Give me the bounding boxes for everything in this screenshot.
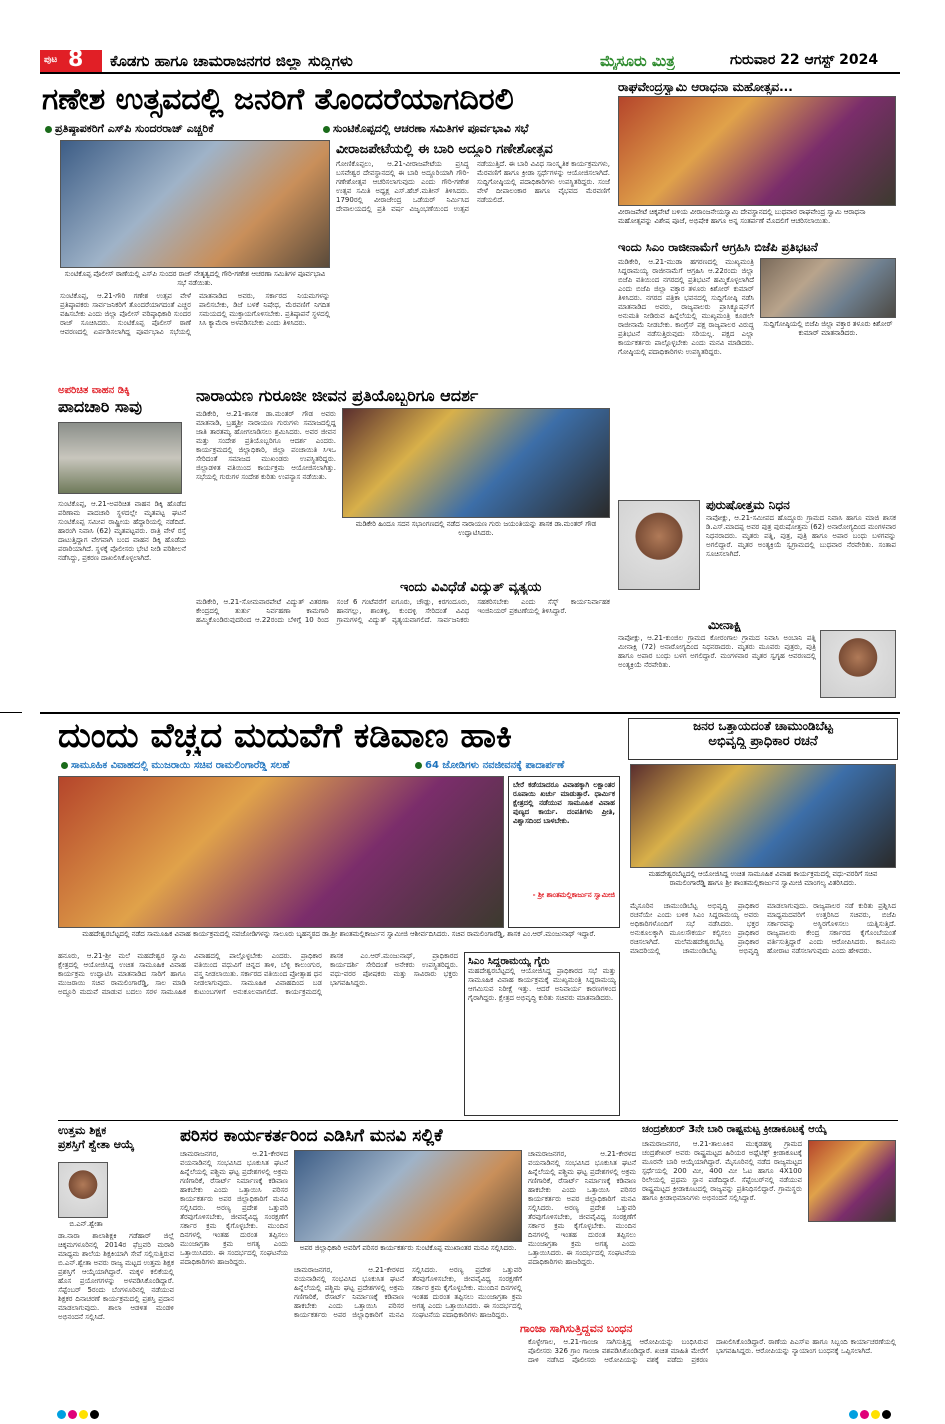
- lead-caption: ಸುಂಟಿಕೊಪ್ಪ ಪೊಲೀಸ್ ಠಾಣೆಯಲ್ಲಿ ಎಸ್‌ಪಿ ಸುಂದರ ರಾಜ್ ನೇತೃತ್ವದಲ್ಲಿ ಗೌರಿ-ಗಣೇಶ ಆಚರಣಾ ಸಮಿತಿಗಳ ಪೂರ್ವಭಾವಿ ಸಭೆ ನಡೆಯಿತು.: [64, 270, 326, 287]
- bjp-photo: [760, 258, 896, 318]
- adc-photo: [294, 1150, 522, 1242]
- divider: [40, 712, 900, 714]
- lead-subheadline-left: ಪ್ರತಿಷ್ಠಾಪಕರಿಗೆ ಎಸ್‌ಪಿ ಸುಂದರರಾಜ್ ಎಚ್ಚರಿಕೆ: [42, 122, 342, 136]
- registration-marks: [56, 1404, 100, 1423]
- chamundi-headline-2: ಅಭಿವೃದ್ಧಿ ಪ್ರಾಧಿಕಾರ ರಚನೆ: [708, 734, 818, 749]
- bullet-icon: [323, 126, 330, 133]
- virajpet-body: ಗೋಣಿಕೊಪ್ಪಲು, ಆ.21-ವೀರಾಜಪೇಟೆಯ ಪ್ರಸಿದ್ಧ ಬಸವೇಶ್ವರ ದೇವಸ್ಥಾನದಲ್ಲಿ ಈ ಬಾರಿ ಅದ್ದೂರಿಯಾಗಿ ಗೌರಿ-ಗಣೇಶೋತ್ಸವ ಆಚರಿಸಲಾಗುವುದು ಎಂದು ಗೌರಿ-ಗಣೇಶ ಉತ್ಸವ ಸಮಿತಿ ಅಧ್ಯಕ್ಷ ಎಸ್.ಹೆಚ್.ಮತೀನ್ ತಿಳಿಸಿದರು. 1790ರಲ್ಲಿ ವೀರಾಜೇಂದ್ರ ಒಡೆಯರ್ ನಿರ್ಮಿಸಿದ ದೇವಾಲಯದಲ್ಲಿ ಪ್ರತಿ ವರ್ಷ ವಿಜೃಂಭಣೆಯಿಂದ ಉತ್ಸವ ನಡೆಯುತ್ತಿದೆ. ಈ ಬಾರಿ ವಿವಿಧ ಸಾಂಸ್ಕೃತಿಕ ಕಾರ್ಯಕ್ರಮಗಳು, ಮೆರವಣಿಗೆ ಹಾಗೂ ಕ್ರೀಡಾ ಸ್ಪರ್ಧೆಗಳನ್ನು ಆಯೋಜಿಸಲಾಗಿದೆ. ಸುದ್ದಿಗೋಷ್ಠಿಯಲ್ಲಿ ಪದಾಧಿಕಾರಿಗಳು ಉಪಸ್ಥಿತರಿದ್ದರು. ಸಂಜೆ ವೇಳೆ ದೀಪಾಲಂಕಾರ ಹಾಗೂ ವೈಭವದ ಮೆರವಣಿಗೆ ನಡೆಯಲಿದೆ.: [336, 160, 610, 213]
- section-title: ಕೊಡಗು ಹಾಗೂ ಚಾಮರಾಜನಗರ ಜಿಲ್ಲಾ ಸುದ್ದಿಗಳು: [110, 52, 353, 70]
- chamundi-headline-1: ಜನರ ಒತ್ತಾಯದಂತೆ ಚಾಮುಂಡಿಬೆಟ್ಟ: [693, 719, 833, 733]
- obit2-headline: ಮೀನಾಕ್ಷಿ: [708, 618, 742, 632]
- wedding-subheadline-right: 64 ಜೋಡಿಗಳು ನವಜೀವನಕ್ಕೆ ಪಾದಾರ್ಪಣೆ: [412, 760, 622, 771]
- obit2-photo: [820, 630, 896, 698]
- obit1-headline: ಪುರುಷೋತ್ತಮ ನಿಧನ: [706, 498, 790, 512]
- bullet-icon: [415, 762, 422, 769]
- wedding-quote: ಬೇರೆ ಕಡೆಯಾದರೂ ವಿವಾಹಕ್ಕಾಗಿ ಲಕ್ಷಾಂತರ ರೂಪಾಯಿ ಖರ್ಚು ಮಾಡುತ್ತಾರೆ. ಧಾರ್ಮಿಕ ಕ್ಷೇತ್ರದಲ್ಲಿ ನಡೆಯುವ ಸಾಮೂಹಿಕ ವಿವಾಹ ಪುಣ್ಯದ ಕಾರ್ಯ. ದಂಪತಿಗಳು ಪ್ರೀತಿ, ವಿಶ್ವಾಸದಿಂದ ಬಾಳಬೇಕು.: [513, 781, 615, 825]
- raghavendra-headline: ರಾಘವೇಂದ್ರಸ್ವಾಮಿ ಆರಾಧನಾ ಮಹೋತ್ಸವ...: [618, 80, 793, 94]
- obit2-body: ನಾಪೋಕ್ಲು, ಆ.21-ಕುಂಜಿಲ ಗ್ರಾಮದ ಕೋರಂಗಾಲ ಗ್ರಾಮದ ನಿವಾಸಿ ಅಂಬಾನಿ ಪತ್ನಿ ಮೀನಾಕ್ಷಿ (72) ಅನಾರೋಗ್ಯದಿಂದ ನಿಧನರಾದರು. ಮೃತರು ಮೂವರು ಪುತ್ರರು, ಪುತ್ರಿ ಹಾಗೂ ಅಪಾರ ಬಂಧು ಬಳಗ ಅಗಲಿದ್ದಾರೆ. ಮಂಗಳವಾರ ಮೃತರ ಸ್ವಗೃಹ ಆವರಣದಲ್ಲಿ ಅಂತ್ಯಕ್ರಿಯೆ ನೆರವೇರಿತು.: [618, 634, 816, 669]
- accident-headline: ಪಾದಚಾರಿ ಸಾವು: [58, 397, 143, 416]
- power-body: ಮಡಿಕೇರಿ, ಆ.21-ಸೋಮವಾರಪೇಟೆ ವಿದ್ಯುತ್ ವಿತರಣಾ ಕೇಂದ್ರದಲ್ಲಿ ತುರ್ತು ನಿರ್ವಹಣಾ ಕಾಮಗಾರಿ ಹಮ್ಮಿಕೊಂಡಿರುವುದರಿಂದ ಆ.22ರಂದು ಬೆಳಿಗ್ಗೆ 10 ರಿಂದ ಸಂಜೆ 6 ಗಂಟೆವರೆಗೆ ಐಗೂರು, ಚೌಡ್ಲು, ಕಿರಗಂದೂರು, ಹಾನಗಲ್ಲು, ಶಾಂತಳ್ಳಿ, ಕುಂದಳ್ಳಿ ಸೇರಿದಂತೆ ವಿವಿಧ ಗ್ರಾಮಗಳಲ್ಲಿ ವಿದ್ಯುತ್ ವ್ಯತ್ಯಯವಾಗಲಿದೆ. ಸಾರ್ವಜನಿಕರು ಸಹಕರಿಸಬೇಕು ಎಂದು ಸೆಸ್ಕ್ ಕಾರ್ಯನಿರ್ವಾಹಕ ಇಂಜಿನಿಯರ್ ಪ್ರಕಟಣೆಯಲ್ಲಿ ತಿಳಿಸಿದ್ದಾರೆ.: [196, 598, 610, 624]
- teacher-headline-1: ಉತ್ತಮ ಶಿಕ್ಷಕ: [58, 1124, 107, 1137]
- accident-box: [58, 385, 186, 693]
- adc-headline: ಪರಿಸರ ಕಾರ್ಯಕರ್ತರಿಂದ ಎಡಿಸಿಗೆ ಮನವಿ ಸಲ್ಲಿಕೆ: [180, 1126, 443, 1146]
- bullet-icon: [61, 762, 68, 769]
- obit1-body: ನಾಪೋಕ್ಲು, ಆ.21-ಸಮೀಪದ ಹೊದ್ದೂರು ಗ್ರಾಮದ ನಿವಾಸಿ ಹಾಗೂ ಮಾಜಿ ಶಾಸಕ ಡಿ.ಎಸ್.ಮಾದಪ್ಪ ಅವರ ಪುತ್ರ ಪುರುಷೋತ್ತಮ (62) ಅನಾರೋಗ್ಯದಿಂದ ಮಂಗಳವಾರ ನಿಧನರಾದರು. ಮೃತರು ಪತ್ನಿ, ಪುತ್ರ, ಪುತ್ರಿ ಹಾಗೂ ಅಪಾರ ಬಂಧು ಬಳಗವನ್ನು ಅಗಲಿದ್ದಾರೆ. ಮೃತರ ಅಂತ್ಯಕ್ರಿಯೆ ಸ್ವಗ್ರಾಮದಲ್ಲಿ ಬುಧವಾರ ನೆರವೇರಿತು. ಸಂತಾಪ ಸೂಚಿಸಲಾಗಿದೆ.: [706, 514, 896, 558]
- chamundi-photo: [630, 764, 896, 868]
- wedding-quote-box: [508, 776, 620, 928]
- masthead: [40, 48, 900, 74]
- chandrashekar-photo: [808, 1140, 896, 1222]
- ganja-body: ಕೊಳ್ಳೇಗಾಲ, ಆ.21-ಗಾಂಜಾ ಸಾಗಿಸುತ್ತಿದ್ದ ಆರೋಪಿಯನ್ನು ಬಂಧಿಸಿರುವ ಪೊಲೀಸರು 326 ಗ್ರಾಂ ಗಾಂಜಾ ವಶಪಡಿಸಿಕೊಂಡಿದ್ದಾರೆ. ಖಚಿತ ಮಾಹಿತಿ ಮೇರೆಗೆ ದಾಳಿ ನಡೆಸಿದ ಪೊಲೀಸರು ಆರೋಪಿಯನ್ನು ವಶಕ್ಕೆ ಪಡೆದು ಪ್ರಕರಣ ದಾಖಲಿಸಿಕೊಂಡಿದ್ದಾರೆ. ಠಾಣೆಯ ಪಿಎಸ್‌ಐ ಹಾಗೂ ಸಿಬ್ಬಂದಿ ಕಾರ್ಯಾಚರಣೆಯಲ್ಲಿ ಭಾಗವಹಿಸಿದ್ದರು. ಆರೋಪಿಯನ್ನು ನ್ಯಾಯಾಂಗ ಬಂಧನಕ್ಕೆ ಒಪ್ಪಿಸಲಾಗಿದೆ.: [528, 1338, 896, 1364]
- ganja-headline: ಗಾಂಜಾ ಸಾಗಿಸುತ್ತಿದ್ದವನ ಬಂಧನ: [520, 1322, 633, 1335]
- divider: [58, 1120, 898, 1121]
- bullet-icon: [45, 126, 52, 133]
- chamundi-caption: ಮಹದೇಶ್ವರಬೆಟ್ಟದಲ್ಲಿ ಆಯೋಜಿಸಿದ್ದ ಉಚಿತ ಸಾಮೂಹಿಕ ವಿವಾಹ ಕಾರ್ಯಕ್ರಮದಲ್ಲಿ ವಧು-ವರರಿಗೆ ಸಚಿವ ರಾಮಲಿಂಗಾರೆಡ್ಡಿ ಹಾಗೂ ಶ್ರೀ ಶಾಂತಮಲ್ಲಿಕಾರ್ಜುನ ಸ್ವಾಮೀಜಿ ಮಾಂಗಲ್ಯ ವಿತರಿಸಿದರು.: [648, 870, 878, 887]
- chamundi-box: [628, 718, 898, 760]
- bjp-body: ಮಡಿಕೇರಿ, ಆ.21-ಮುಡಾ ಹಗರಣದಲ್ಲಿ ಮುಖ್ಯಮಂತ್ರಿ ಸಿದ್ದರಾಮಯ್ಯ ರಾಜೀನಾಮೆಗೆ ಆಗ್ರಹಿಸಿ ಆ.22ರಂದು ಜಿಲ್ಲಾ ಬಿಜೆಪಿ ವತಿಯಿಂದ ನಗರದಲ್ಲಿ ಪ್ರತಿಭಟನೆ ಹಮ್ಮಿಕೊಳ್ಳಲಾಗಿದೆ ಎಂದು ಬಿಜೆಪಿ ಜಿಲ್ಲಾ ವಕ್ತಾರ ತಳೂರು ಕಿಶೋರ್ ಕುಮಾರ್ ತಿಳಿಸಿದರು. ನಗರದ ಪತ್ರಿಕಾ ಭವನದಲ್ಲಿ ಸುದ್ದಿಗೋಷ್ಠಿ ನಡೆಸಿ ಮಾತನಾಡಿದ ಅವರು, ರಾಜ್ಯಪಾಲರು ಪ್ರಾಸಿಕ್ಯೂಷನ್‌ಗೆ ಅನುಮತಿ ನೀಡಿರುವ ಹಿನ್ನೆಲೆಯಲ್ಲಿ ಮುಖ್ಯಮಂತ್ರಿ ಕೂಡಲೇ ರಾಜೀನಾಮೆ ನೀಡಬೇಕು. ಕಾಂಗ್ರೆಸ್ ಪಕ್ಷ ರಾಜ್ಯಪಾಲರ ವಿರುದ್ಧ ಪ್ರತಿಭಟನೆ ನಡೆಸುತ್ತಿರುವುದು ಸರಿಯಲ್ಲ. ಪಕ್ಷದ ಎಲ್ಲಾ ಕಾರ್ಯಕರ್ತರು ಪಾಲ್ಗೊಳ್ಳಬೇಕು ಎಂದು ಮನವಿ ಮಾಡಿದರು. ಗೋಷ್ಠಿಯಲ್ಲಿ ಪದಾಧಿಕಾರಿಗಳು ಉಪಸ್ಥಿತರಿದ್ದರು.: [618, 258, 754, 356]
- cm-note-box: [464, 952, 620, 1116]
- page-number: 8: [68, 47, 84, 72]
- page-badge: [40, 47, 102, 72]
- narayana-headline: ನಾರಾಯಣ ಗುರೂಜೀ ಜೀವನ ಪ್ರತಿಯೊಬ್ಬರಿಗೂ ಆದರ್ಶ: [196, 386, 479, 405]
- teacher-headline-2: ಪ್ರಶಸ್ತಿಗೆ ಶ್ವೇತಾ ಆಯ್ಕೆ: [58, 1138, 135, 1151]
- lead-headline: ಗಣೇಶ ಉತ್ಸವದಲ್ಲಿ ಜನರಿಗೆ ತೊಂದರೆಯಾಗದಿರಲಿ: [42, 82, 514, 117]
- teacher-body: ಡಾ.ನಾರಾ ಶಾಲಾಶಿಕ್ಷಕಿ ಗಡೆಹಾರ್ ಜಿಲ್ಲೆ ಚಿಕ್ಕಮಗಳೂರಿನಲ್ಲಿ 2014ರ ಫೆಬ್ರವರಿ ಮರಾಠಿ ಮಾಧ್ಯಮ ಶಾಲೆಯ ಶಿಕ್ಷಕಿಯಾಗಿ ಸೇವೆ ಸಲ್ಲಿಸುತ್ತಿರುವ ಬಿ.ಎನ್.ಶ್ವೇತಾ ಅವರು ರಾಜ್ಯ ಮಟ್ಟದ ಉತ್ತಮ ಶಿಕ್ಷಕ ಪ್ರಶಸ್ತಿಗೆ ಆಯ್ಕೆಯಾಗಿದ್ದಾರೆ. ಮಕ್ಕಳ ಕಲಿಕೆಯಲ್ಲಿ ಹೊಸ ಪ್ರಯೋಗಗಳನ್ನು ಅಳವಡಿಸಿಕೊಂಡಿದ್ದಾರೆ. ಸೆಪ್ಟೆಂಬರ್ 5ರಂದು ಬೆಂಗಳೂರಿನಲ್ಲಿ ನಡೆಯುವ ಶಿಕ್ಷಕರ ದಿನಾಚರಣೆ ಕಾರ್ಯಕ್ರಮದಲ್ಲಿ ಪ್ರಶಸ್ತಿ ಪ್ರದಾನ ಮಾಡಲಾಗುವುದು. ಶಾಲಾ ಆಡಳಿತ ಮಂಡಳಿ ಅಭಿನಂದನೆ ಸಲ್ಲಿಸಿದೆ.: [58, 1232, 174, 1321]
- accident-kicker: ಅಪರಿಚಿತ ವಾಹನ ಡಿಕ್ಕಿ: [58, 385, 130, 396]
- adc-body-left: ಚಾಮರಾಜನಗರ, ಆ.21-ಕೇರಳದ ವಯನಾಡಿನಲ್ಲಿ ಸಂಭವಿಸಿದ ಭೂಕುಸಿತ ಘಟನೆ ಹಿನ್ನೆಲೆಯಲ್ಲಿ ಪಶ್ಚಿಮ ಘಟ್ಟ ಪ್ರದೇಶಗಳಲ್ಲಿ ಅಕ್ರಮ ಗಣಿಗಾರಿಕೆ, ರೆಸಾರ್ಟ್ ನಿರ್ಮಾಣಕ್ಕೆ ಕಡಿವಾಣ ಹಾಕಬೇಕು ಎಂದು ಒತ್ತಾಯಿಸಿ ಪರಿಸರ ಕಾರ್ಯಕರ್ತರು ಅಪರ ಜಿಲ್ಲಾಧಿಕಾರಿಗೆ ಮನವಿ ಸಲ್ಲಿಸಿದರು. ಅರಣ್ಯ ಪ್ರದೇಶ ಒತ್ತುವರಿ ತೆರವುಗೊಳಿಸಬೇಕು, ಜೀವವೈವಿಧ್ಯ ಸಂರಕ್ಷಣೆಗೆ ಸರ್ಕಾರ ಕ್ರಮ ಕೈಗೊಳ್ಳಬೇಕು. ಮುಂದಿನ ದಿನಗಳಲ್ಲಿ ಇಂತಹ ದುರಂತ ತಪ್ಪಿಸಲು ಮುಂಜಾಗ್ರತಾ ಕ್ರಮ ಅಗತ್ಯ ಎಂದು ಒತ್ತಾಯಿಸಿದರು. ಈ ಸಂದರ್ಭದಲ್ಲಿ ಸಂಘಟನೆಯ ಪದಾಧಿಕಾರಿಗಳು ಹಾಜರಿದ್ದರು.: [180, 1150, 288, 1266]
- wedding-body: ಹನೂರು, ಆ.21-ಶ್ರೀ ಮಲೆ ಮಹದೇಶ್ವರ ಸ್ವಾಮಿ ಕ್ಷೇತ್ರದಲ್ಲಿ ಆಯೋಜಿಸಿದ್ದ ಉಚಿತ ಸಾಮೂಹಿಕ ವಿವಾಹ ಕಾರ್ಯಕ್ರಮ ಉದ್ಘಾಟಿಸಿ ಮಾತನಾಡಿದ ಸಾರಿಗೆ ಹಾಗೂ ಮುಜರಾಯಿ ಸಚಿವ ರಾಮಲಿಂಗಾರೆಡ್ಡಿ, ಸಾಲ ಮಾಡಿ ಅದ್ದೂರಿ ಮದುವೆ ಮಾಡುವ ಬದಲು ಸರಳ ಸಾಮೂಹಿಕ ವಿವಾಹದಲ್ಲಿ ಪಾಲ್ಗೊಳ್ಳಬೇಕು ಎಂದರು. ಪ್ರಾಧಿಕಾರ ವತಿಯಿಂದ ವಧುವಿಗೆ ಚಿನ್ನದ ತಾಳಿ, ಬೆಳ್ಳಿ ಕಾಲುಂಗುರ, ವಸ್ತ್ರ ನೀಡಲಾಯಿತು. ಸರ್ಕಾರದ ವತಿಯಿಂದ ಪ್ರೋತ್ಸಾಹ ಧನ ನೀಡಲಾಗುವುದು. ಸಾಮೂಹಿಕ ವಿವಾಹದಿಂದ ಬಡ ಕುಟುಂಬಗಳಿಗೆ ಅನುಕೂಲವಾಗಲಿದೆ. ಕಾರ್ಯಕ್ರಮದಲ್ಲಿ ಶಾಸಕ ಎಂ.ಆರ್.ಮಂಜುನಾಥ್, ಪ್ರಾಧಿಕಾರದ ಕಾರ್ಯದರ್ಶಿ ಸೇರಿದಂತೆ ಅನೇಕರು ಉಪಸ್ಥಿತರಿದ್ದರು. ವಧು-ವರರ ಪೋಷಕರು ಮತ್ತು ಸಾವಿರಾರು ಭಕ್ತರು ಭಾಗವಹಿಸಿದ್ದರು.: [58, 952, 458, 996]
- chamundi-body: ಮೈಸೂರಿನ ಚಾಮುಂಡಿಬೆಟ್ಟ ಅಭಿವೃದ್ಧಿ ಪ್ರಾಧಿಕಾರ ರಚನೆಯೇ ಎಂದು ಬಳಿಕ ಸಿಎಂ ಸಿದ್ದರಾಮಯ್ಯ ಅವರು ಅಧಿಕಾರಿಗಳೊಂದಿಗೆ ಸಭೆ ನಡೆಸಿದರು. ಭಕ್ತರ ಅನುಕೂಲಕ್ಕಾಗಿ ಮೂಲಸೌಕರ್ಯ ಕಲ್ಪಿಸಲು ಪ್ರಾಧಿಕಾರ ರಚಿಸಲಾಗಿದೆ. ಮಲೆಮಹದೇಶ್ವರಬೆಟ್ಟ ಪ್ರಾಧಿಕಾರ ಮಾದರಿಯಲ್ಲಿ ಚಾಮುಂಡಿಬೆಟ್ಟ ಅಭಿವೃದ್ಧಿ ಮಾಡಲಾಗುವುದು. ರಾಜ್ಯಪಾಲರ ನಡೆ ಕುರಿತು ಪ್ರಶ್ನಿಸಿದ ಮಾಧ್ಯಮದವರಿಗೆ ಉತ್ತರಿಸಿದ ಸಚಿವರು, ಬಿಜೆಪಿ ಸರ್ಕಾರವನ್ನು ಅಸ್ಥಿರಗೊಳಿಸಲು ಯತ್ನಿಸುತ್ತಿದೆ. ರಾಜ್ಯಪಾಲರು ಕೇಂದ್ರ ಸರ್ಕಾರದ ಕೈಗೊಂಬೆಯಂತೆ ವರ್ತಿಸುತ್ತಿದ್ದಾರೆ ಎಂದು ಆರೋಪಿಸಿದರು. ಕಾನೂನು ಹೋರಾಟ ನಡೆಸಲಾಗುವುದು ಎಂದು ಹೇಳಿದರು.: [630, 902, 896, 955]
- cm-note-headline: ಸಿಎಂ ಸಿದ್ದರಾಮಯ್ಯ ಗೈರು: [468, 956, 550, 967]
- narayana-caption: ಮಡಿಕೇರಿ ಹಿಂದೂ ಸದನ ಸಭಾಂಗಣದಲ್ಲಿ ನಡೆದ ನಾರಾಯಣ ಗುರು ಜಯಂತಿಯನ್ನು ಶಾಸಕ ಡಾ.ಮಂತರ್ ಗೌಡ ಉದ್ಘಾಟಿಸಿದರು.: [355, 520, 597, 537]
- issue-date: ಗುರುವಾರ 22 ಆಗಸ್ಟ್ 2024: [730, 52, 879, 68]
- bjp-caption: ಸುದ್ದಿಗೋಷ್ಠಿಯಲ್ಲಿ ಬಿಜೆಪಿ ಜಿಲ್ಲಾ ವಕ್ತಾರ ತಳೂರು ಕಿಶೋರ್ ಕುಮಾರ್ ಮಾತನಾಡಿದರು.: [763, 320, 893, 337]
- narayana-body: ಮಡಿಕೇರಿ, ಆ.21-ಶಾಸಕ ಡಾ.ಮಂತರ್ ಗೌಡ ಅವರು ಮಾತನಾಡಿ, ಬ್ರಹ್ಮಶ್ರೀ ನಾರಾಯಣ ಗುರುಗಳು ಸಮಾಜದಲ್ಲಿದ್ದ ಜಾತಿ ತಾರತಮ್ಯ ಹೋಗಲಾಡಿಸಲು ಶ್ರಮಿಸಿದರು. ಅವರ ಜೀವನ ಮತ್ತು ಸಂದೇಶ ಪ್ರತಿಯೊಬ್ಬರಿಗೂ ಆದರ್ಶ ಎಂದರು. ಕಾರ್ಯಕ್ರಮದಲ್ಲಿ ಜಿಲ್ಲಾಧಿಕಾರಿ, ಜಿಲ್ಲಾ ಪಂಚಾಯಿತಿ ಸಿಇಒ ಸೇರಿದಂತೆ ಸಮಾಜದ ಮುಖಂಡರು ಉಪಸ್ಥಿತರಿದ್ದರು. ಜಿಲ್ಲಾಡಳಿತ ವತಿಯಿಂದ ಕಾರ್ಯಕ್ರಮ ಆಯೋಜಿಸಲಾಗಿತ್ತು. ಸಭೆಯಲ್ಲಿ ಗುರುಗಳ ಸಂದೇಶ ಕುರಿತು ಉಪನ್ಯಾಸ ನಡೆಯಿತು.: [196, 410, 336, 481]
- wedding-subheadline-left: ಸಾಮೂಹಿಕ ವಿವಾಹದಲ್ಲಿ ಮುಜರಾಯಿ ಸಚಿವ ರಾಮಲಿಂಗಾರೆಡ್ಡಿ ಸಲಹೆ: [58, 760, 408, 771]
- adc-body-bottom: ಚಾಮರಾಜನಗರ, ಆ.21-ಕೇರಳದ ವಯನಾಡಿನಲ್ಲಿ ಸಂಭವಿಸಿದ ಭೂಕುಸಿತ ಘಟನೆ ಹಿನ್ನೆಲೆಯಲ್ಲಿ ಪಶ್ಚಿಮ ಘಟ್ಟ ಪ್ರದೇಶಗಳಲ್ಲಿ ಅಕ್ರಮ ಗಣಿಗಾರಿಕೆ, ರೆಸಾರ್ಟ್ ನಿರ್ಮಾಣಕ್ಕೆ ಕಡಿವಾಣ ಹಾಕಬೇಕು ಎಂದು ಒತ್ತಾಯಿಸಿ ಪರಿಸರ ಕಾರ್ಯಕರ್ತರು ಅಪರ ಜಿಲ್ಲಾಧಿಕಾರಿಗೆ ಮನವಿ ಸಲ್ಲಿಸಿದರು. ಅರಣ್ಯ ಪ್ರದೇಶ ಒತ್ತುವರಿ ತೆರವುಗೊಳಿಸಬೇಕು, ಜೀವವೈವಿಧ್ಯ ಸಂರಕ್ಷಣೆಗೆ ಸರ್ಕಾರ ಕ್ರಮ ಕೈಗೊಳ್ಳಬೇಕು. ಮುಂದಿನ ದಿನಗಳಲ್ಲಿ ಇಂತಹ ದುರಂತ ತಪ್ಪಿಸಲು ಮುಂಜಾಗ್ರತಾ ಕ್ರಮ ಅಗತ್ಯ ಎಂದು ಒತ್ತಾಯಿಸಿದರು. ಈ ಸಂದರ್ಭದಲ್ಲಿ ಸಂಘಟನೆಯ ಪದಾಧಿಕಾರಿಗಳು ಹಾಜರಿದ್ದರು.: [294, 1266, 522, 1319]
- chandrashekar-body: ಚಾಮರಾಜನಗರ, ಆ.21-ತಾಲೂಕಿನ ಮುಕ್ಕಡಹಳ್ಳಿ ಗ್ರಾಮದ ಚಂದ್ರಶೇಖರ್ ಅವರು ರಾಷ್ಟ್ರಮಟ್ಟದ ಹಿರಿಯರ ಅಥ್ಲೆಟಿಕ್ಸ್ ಕ್ರೀಡಾಕೂಟಕ್ಕೆ ಮೂರನೇ ಬಾರಿ ಆಯ್ಕೆಯಾಗಿದ್ದಾರೆ. ಮೈಸೂರಿನಲ್ಲಿ ನಡೆದ ರಾಜ್ಯಮಟ್ಟದ ಸ್ಪರ್ಧೆಯಲ್ಲಿ 200 ಮೀ, 400 ಮೀ ಓಟ ಹಾಗೂ 4X100 ರಿಲೇಯಲ್ಲಿ ಪ್ರಥಮ ಸ್ಥಾನ ಪಡೆದಿದ್ದಾರೆ. ಸೆಪ್ಟೆಂಬರ್‌ನಲ್ಲಿ ನಡೆಯುವ ರಾಷ್ಟ್ರಮಟ್ಟದ ಕ್ರೀಡಾಕೂಟದಲ್ಲಿ ರಾಜ್ಯವನ್ನು ಪ್ರತಿನಿಧಿಸಲಿದ್ದಾರೆ. ಗ್ರಾಮಸ್ಥರು ಹಾಗೂ ಕ್ರೀಡಾಭಿಮಾನಿಗಳು ಅಭಿನಂದನೆ ಸಲ್ಲಿಸಿದ್ದಾರೆ.: [642, 1140, 802, 1202]
- paper-name: ಮೈಸೂರು ಮಿತ್ರ: [600, 52, 675, 70]
- raghavendra-photo: [618, 96, 896, 206]
- adc-body-right: ಚಾಮರಾಜನಗರ, ಆ.21-ಕೇರಳದ ವಯನಾಡಿನಲ್ಲಿ ಸಂಭವಿಸಿದ ಭೂಕುಸಿತ ಘಟನೆ ಹಿನ್ನೆಲೆಯಲ್ಲಿ ಪಶ್ಚಿಮ ಘಟ್ಟ ಪ್ರದೇಶಗಳಲ್ಲಿ ಅಕ್ರಮ ಗಣಿಗಾರಿಕೆ, ರೆಸಾರ್ಟ್ ನಿರ್ಮಾಣಕ್ಕೆ ಕಡಿವಾಣ ಹಾಕಬೇಕು ಎಂದು ಒತ್ತಾಯಿಸಿ ಪರಿಸರ ಕಾರ್ಯಕರ್ತರು ಅಪರ ಜಿಲ್ಲಾಧಿಕಾರಿಗೆ ಮನವಿ ಸಲ್ಲಿಸಿದರು. ಅರಣ್ಯ ಪ್ರದೇಶ ಒತ್ತುವರಿ ತೆರವುಗೊಳಿಸಬೇಕು, ಜೀವವೈವಿಧ್ಯ ಸಂರಕ್ಷಣೆಗೆ ಸರ್ಕಾರ ಕ್ರಮ ಕೈಗೊಳ್ಳಬೇಕು. ಮುಂದಿನ ದಿನಗಳಲ್ಲಿ ಇಂತಹ ದುರಂತ ತಪ್ಪಿಸಲು ಮುಂಜಾಗ್ರತಾ ಕ್ರಮ ಅಗತ್ಯ ಎಂದು ಒತ್ತಾಯಿಸಿದರು. ಈ ಸಂದರ್ಭದಲ್ಲಿ ಸಂಘಟನೆಯ ಪದಾಧಿಕಾರಿಗಳು ಹಾಜರಿದ್ದರು.: [528, 1150, 636, 1266]
- wedding-quote-author: - ಶ್ರೀ ಶಾಂತಮಲ್ಲಿಕಾರ್ಜುನ ಸ್ವಾಮೀಜಿ: [532, 891, 615, 899]
- chandrashekar-headline: ಚಂದ್ರಶೇಖರ್ 3ನೇ ಬಾರಿ ರಾಷ್ಟ್ರಮಟ್ಟ ಕ್ರೀಡಾಕೂಟಕ್ಕೆ ಆಯ್ಕೆ: [642, 1124, 827, 1135]
- registration-marks: [848, 1404, 892, 1423]
- lead-subheadline-right: ಸುಂಟಿಕೊಪ್ಪದಲ್ಲಿ ಆಚರಣಾ ಸಮಿತಿಗಳ ಪೂರ್ವಭಾವಿ ಸಭೆ: [320, 122, 620, 136]
- wedding-caption: ಮಹದೇಶ್ವರಬೆಟ್ಟದಲ್ಲಿ ನಡೆದ ಸಾಮೂಹಿಕ ವಿವಾಹ ಕಾರ್ಯಕ್ರಮದಲ್ಲಿ ನವಜೋಡಿಗಳನ್ನು ಸಾಲೂರು ಬೃಹನ್ಮಠದ ಡಾ.ಶ್ರೀ ಶಾಂತಮಲ್ಲಿಕಾರ್ಜುನ ಸ್ವಾಮೀಜಿ ಆಶೀರ್ವದಿಸಿದರು. ಸಚಿವ ರಾಮಲಿಂಗಾರೆಡ್ಡಿ, ಶಾಸಕ ಎಂ.ಆರ್.ಮಂಜುನಾಥ್ ಇದ್ದಾರೆ.: [82, 930, 596, 938]
- raghavendra-caption: ವೀರಾಜಪೇಟೆ ಚಿಕ್ಕಪೇಟೆ ಬಳಿಯ ವೀರಾಂಜನೇಯಸ್ವಾಮಿ ದೇವಸ್ಥಾನದಲ್ಲಿ ಬುಧವಾರ ರಾಘವೇಂದ್ರ ಸ್ವಾಮಿ ಆರಾಧನಾ ಮಹೋತ್ಸವನ್ನು ವಿಶೇಷ ಪೂಜೆ, ಅಭಿಷೇಕ ಹಾಗೂ ಅನ್ನ ಸಂತರ್ಪಣೆ ಮೊದಲಿಗೆ ಆಚರಿಸಲಾಯಿತು.: [618, 208, 866, 225]
- side-tick: [0, 712, 22, 713]
- lead-body: ಸುಂಟಿಕೊಪ್ಪ, ಆ.21-ಗೌರಿ ಗಣೇಶ ಉತ್ಸವ ವೇಳೆ ಪ್ರತಿಷ್ಠಾಪಕರು ಸಾರ್ವಜನಿಕರಿಗೆ ತೊಂದರೆಯಾಗದಂತೆ ಎಚ್ಚರ ವಹಿಸಬೇಕು ಎಂದು ಜಿಲ್ಲಾ ಪೊಲೀಸ್ ವರಿಷ್ಠಾಧಿಕಾರಿ ಸುಂದರ ರಾಜ್ ಸೂಚಿಸಿದರು. ಸುಂಟಿಕೊಪ್ಪ ಪೊಲೀಸ್ ಠಾಣೆ ಆವರಣದಲ್ಲಿ ಏರ್ಪಡಿಸಲಾಗಿದ್ದ ಪೂರ್ವಭಾವಿ ಸಭೆಯಲ್ಲಿ ಮಾತನಾಡಿದ ಅವರು, ಸರ್ಕಾರದ ನಿಯಮಗಳನ್ನು ಪಾಲಿಸಬೇಕು, ಡಿಜೆ ಬಳಕೆ ನಿಷೇಧ, ಮೆರವಣಿಗೆ ನಿಗದಿತ ಸಮಯದಲ್ಲಿ ಮುಕ್ತಾಯಗೊಳಿಸಬೇಕು. ಪ್ರತಿಷ್ಠಾಪನೆ ಸ್ಥಳದಲ್ಲಿ ಸಿಸಿ ಕ್ಯಾಮೆರಾ ಅಳವಡಿಸಬೇಕು ಎಂದು ತಿಳಿಸಿದರು.: [60, 292, 330, 336]
- page-label: ಪುಟ: [44, 55, 58, 65]
- obit1-photo: [618, 500, 700, 590]
- accident-body: ಸುಂಟಿಕೊಪ್ಪ, ಆ.21-ಅಪರಿಚಿತ ವಾಹನ ಡಿಕ್ಕಿ ಹೊಡೆದ ಪರಿಣಾಮ ಪಾದಚಾರಿ ಸ್ಥಳದಲ್ಲೇ ಮೃತಪಟ್ಟ ಘಟನೆ ಸುಂಟಿಕೊಪ್ಪ ಸಮೀಪ ರಾಷ್ಟ್ರೀಯ ಹೆದ್ದಾರಿಯಲ್ಲಿ ನಡೆದಿದೆ. ಹಾರಂಗಿ ನಿವಾಸಿ (62) ಮೃತಪಟ್ಟವರು. ರಾತ್ರಿ ವೇಳೆ ರಸ್ತೆ ದಾಟುತ್ತಿದ್ದಾಗ ವೇಗವಾಗಿ ಬಂದ ವಾಹನ ಡಿಕ್ಕಿ ಹೊಡೆದು ಪರಾರಿಯಾಗಿದೆ. ಸ್ಥಳಕ್ಕೆ ಪೊಲೀಸರು ಭೇಟಿ ನೀಡಿ ಪರಿಶೀಲನೆ ನಡೆಸಿದ್ದು, ಪ್ರಕರಣ ದಾಖಲಿಸಿಕೊಳ್ಳಲಾಗಿದೆ.: [58, 500, 186, 562]
- lead-photo: [60, 140, 330, 268]
- wedding-photo: [58, 776, 504, 928]
- wedding-headline: ದುಂದು ವೆಚ್ಚದ ಮದುವೆಗೆ ಕಡಿವಾಣ ಹಾಕಿ: [58, 716, 512, 756]
- teacher-name: ಬಿ.ಎನ್.ಶ್ವೇತಾ: [69, 1220, 103, 1228]
- virajpet-headline: ವೀರಾಜಪೇಟೆಯಲ್ಲಿ ಈ ಬಾರಿ ಅದ್ದೂರಿ ಗಣೇಶೋತ್ಸವ: [336, 142, 553, 157]
- teacher-photo: [58, 1162, 108, 1218]
- accident-photo: [58, 422, 182, 494]
- bjp-headline: ಇಂದು ಸಿಎಂ ರಾಜೀನಾಮೆಗೆ ಆಗ್ರಹಿಸಿ ಬಿಜೆಪಿ ಪ್ರತಿಭಟನೆ: [618, 240, 818, 254]
- cm-note-body: ಮಹದೇಶ್ವರಬೆಟ್ಟದಲ್ಲಿ ಆಯೋಜಿಸಿದ್ದ ಪ್ರಾಧಿಕಾರದ ಸಭೆ ಮತ್ತು ಸಾಮೂಹಿಕ ವಿವಾಹ ಕಾರ್ಯಕ್ರಮಕ್ಕೆ ಮುಖ್ಯಮಂತ್ರಿ ಸಿದ್ದರಾಮಯ್ಯ ಆಗಮಿಸುವ ನಿರೀಕ್ಷೆ ಇತ್ತು. ಆದರೆ ಅನಿವಾರ್ಯ ಕಾರಣಗಳಿಂದ ಗೈರಾಗಿದ್ದರು. ಕ್ಷೇತ್ರದ ಅಭಿವೃದ್ಧಿ ಕುರಿತು ಸಚಿವರು ಮಾತನಾಡಿದರು.: [468, 967, 616, 1002]
- narayana-photo: [342, 408, 610, 518]
- power-headline: ಇಂದು ವಿವಿಧೆಡೆ ವಿದ್ಯುತ್ ವ್ಯತ್ಯಯ: [400, 580, 542, 595]
- adc-caption: ಅಪರ ಜಿಲ್ಲಾಧಿಕಾರಿ ಅವರಿಗೆ ಪರಿಸರ ಕಾರ್ಯಕರ್ತರು ಸುಂಟಿಕೊಪ್ಪ ಮುಖಾಂತರ ಮನವಿ ಸಲ್ಲಿಸಿದರು.: [299, 1244, 517, 1252]
